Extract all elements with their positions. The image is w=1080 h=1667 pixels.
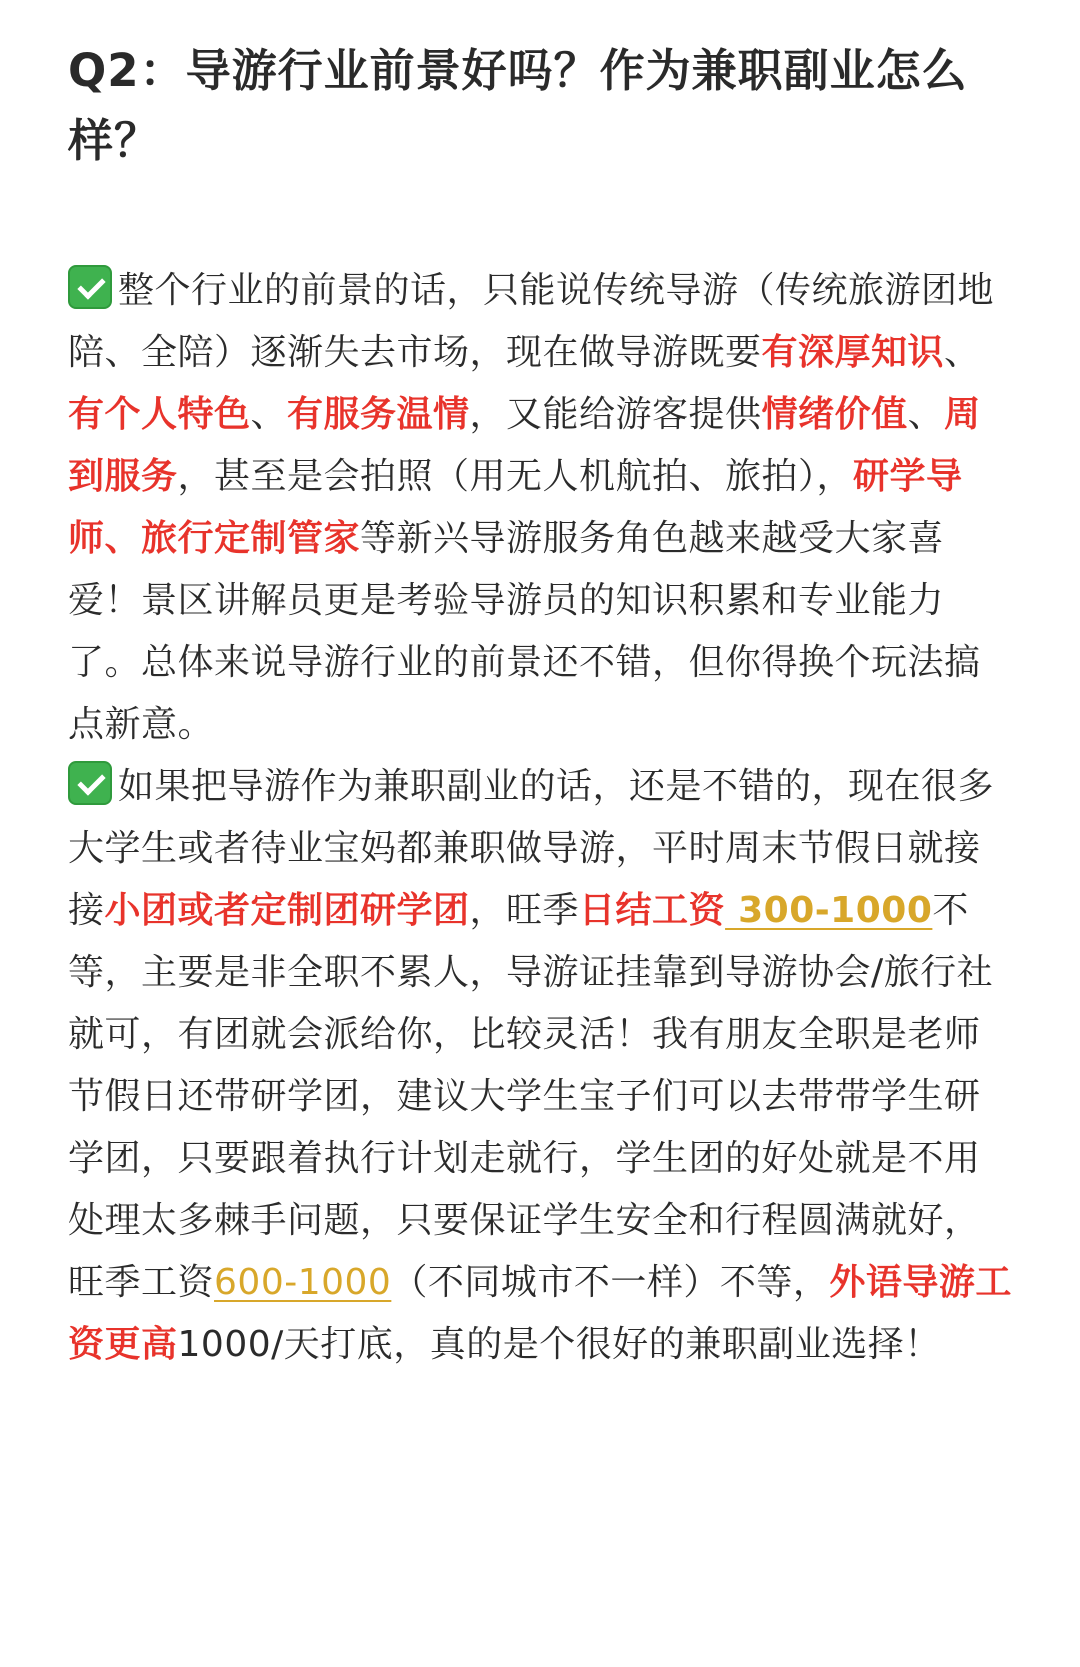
text-span: ，旺季: [469, 890, 580, 931]
highlight-text: 情绪价值: [761, 394, 908, 435]
page-title: Q2：导游行业前景好吗？作为兼职副业怎么样？: [68, 44, 968, 167]
text-span: 1000/天打底，真的是个很好的兼职副业选择！: [177, 1324, 941, 1365]
highlight-text: 周到服务: [68, 394, 981, 497]
highlight-text: 有服务温情: [287, 394, 470, 435]
text-span: ，又能给游客提供: [469, 394, 762, 435]
check-mark-icon: [68, 265, 112, 309]
paragraph-outlook: [68, 260, 1012, 756]
highlight-text: 小团或者定制团研学团: [104, 890, 470, 931]
highlight-text: 日结工资: [579, 890, 726, 931]
text-span: 等新兴导游服务角色越来越受大家喜爱！景区讲解员更是考验导游员的知识积累和专业能力了。总体来说导游行业的前景还不错，但你得换个玩法搞点新意。: [68, 518, 981, 745]
text-span: 整个行业的前景的话，只能说传统导游（传统旅游团地陪、全陪）逐渐失去市场，现在做导游既要: [68, 270, 995, 373]
note-body: [68, 260, 1012, 1376]
highlight-text: 有深厚知识: [761, 332, 945, 373]
text-span: 如果把导游作为兼职副业的话，还是不错的，现在很多大学生或者待业宝妈都兼职做导游，平时周末节假日就接接: [68, 766, 995, 931]
wage-range-peak: 600-1000: [214, 1262, 392, 1303]
highlight-text: 外语导游工资更高: [68, 1262, 1012, 1365]
text-span: 不等，主要是非全职不累人，导游证挂靠到导游协会/旅行社就可，有团就会派给你，比较灵活！我有朋友全职是老师节假日还带研学团，建议大学生宝子们可以去带带学生研学团，只要跟着执行计划走就行，学生团的好处就是不用处理太多棘手问题，只要保证学生安全和行程圆满就好，旺季工资: [68, 890, 994, 1303]
text-span: ，甚至是会拍照（用无人机航拍、旅拍），: [177, 456, 854, 497]
wage-range-daily: 300-1000: [725, 890, 933, 931]
text-span: 、: [944, 332, 981, 373]
highlight-text: 有个人特色: [68, 394, 251, 435]
paragraph-side-job: [68, 756, 1012, 1376]
text-span: （不同城市不一样）不等，: [391, 1262, 830, 1303]
check-mark-icon: [68, 761, 112, 805]
text-span: 、: [250, 394, 288, 435]
highlight-text: 研学导师、旅行定制管家: [68, 456, 963, 559]
text-span: 、: [907, 394, 945, 435]
